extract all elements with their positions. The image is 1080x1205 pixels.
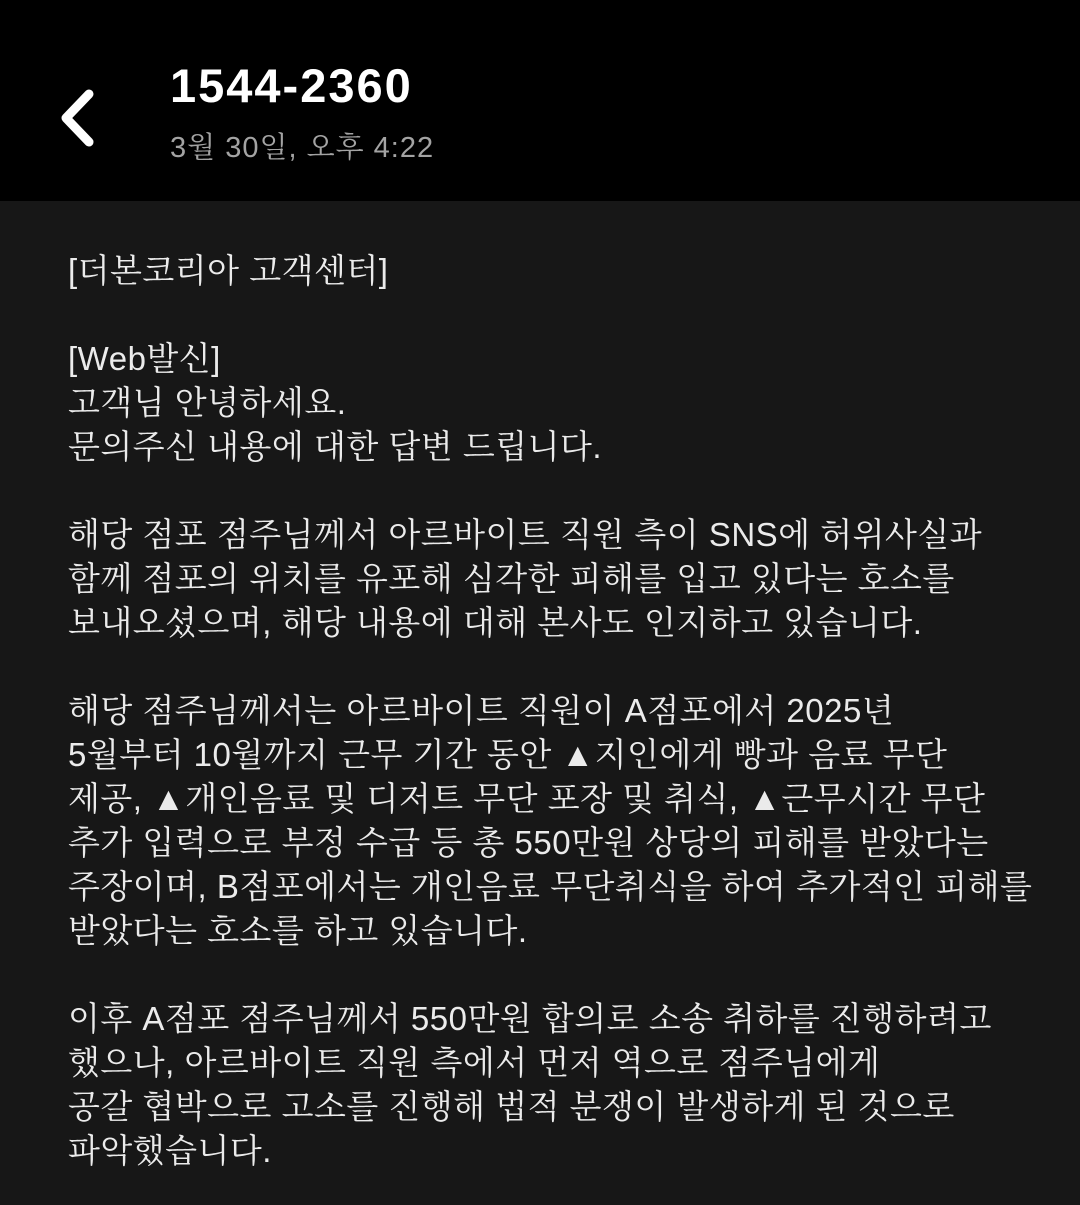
chevron-left-icon (58, 89, 96, 150)
message-paragraph (68, 689, 1033, 953)
message-line: 공갈 협박으로 고소를 진행해 법적 분쟁이 발생하게 된 것으로 (68, 1088, 955, 1125)
message-line: 문의주신 내용에 대한 답변 드립니다. (68, 428, 603, 465)
back-button[interactable] (58, 62, 130, 162)
message-line: 5월부터 10월까지 근무 기간 동안 ▲지인에게 빵과 음료 무단 (68, 736, 948, 773)
message-paragraph (68, 997, 1016, 1173)
message-line: 주장이며, B점포에서는 개인음료 무단취식을 하여 추가적인 피해를 (68, 868, 1033, 905)
message-paragraph (68, 249, 1016, 293)
contact-number: 1544-2360 (170, 59, 413, 112)
message-line: 이후 A점포 점주님께서 550만원 합의로 소송 취하를 진행하려고 (68, 1000, 992, 1037)
message-text (68, 249, 1033, 1173)
conversation-header (0, 0, 1080, 201)
message-paragraph (68, 337, 1016, 469)
message-line: 파악했습니다. (68, 1132, 272, 1169)
message-paragraph (68, 513, 1016, 645)
message-line: 받았다는 호소를 하고 있습니다. (68, 912, 528, 949)
message-line: 추가 입력으로 부정 수급 등 총 550만원 상당의 피해를 받았다는 (68, 824, 989, 861)
message-line: [더본코리아 고객센터] (68, 252, 389, 289)
message-scroll-area[interactable] (0, 201, 1080, 1173)
message-line: [Web발신] (68, 340, 221, 377)
message-line: 제공, ▲개인음료 및 디저트 무단 포장 및 취식, ▲근무시간 무단 (68, 780, 986, 817)
message-line: 보내오셨으며, 해당 내용에 대해 본사도 인지하고 있습니다. (68, 604, 923, 641)
message-datetime: 3월 30일, 오후 4:22 (170, 132, 435, 164)
message-line: 고객님 안녕하세요. (68, 384, 347, 421)
message-line: 해당 점주님께서는 아르바이트 직원이 A점포에서 2025년 (68, 692, 895, 729)
message-line: 함께 점포의 위치를 유포해 심각한 피해를 입고 있다는 호소를 (68, 560, 955, 597)
message-line: 했으나, 아르바이트 직원 측에서 먼저 역으로 점주님에게 (68, 1044, 881, 1081)
conversation-contact-info[interactable] (170, 59, 435, 166)
message-line: 해당 점포 점주님께서 아르바이트 직원 측이 SNS에 허위사실과 (68, 516, 983, 553)
